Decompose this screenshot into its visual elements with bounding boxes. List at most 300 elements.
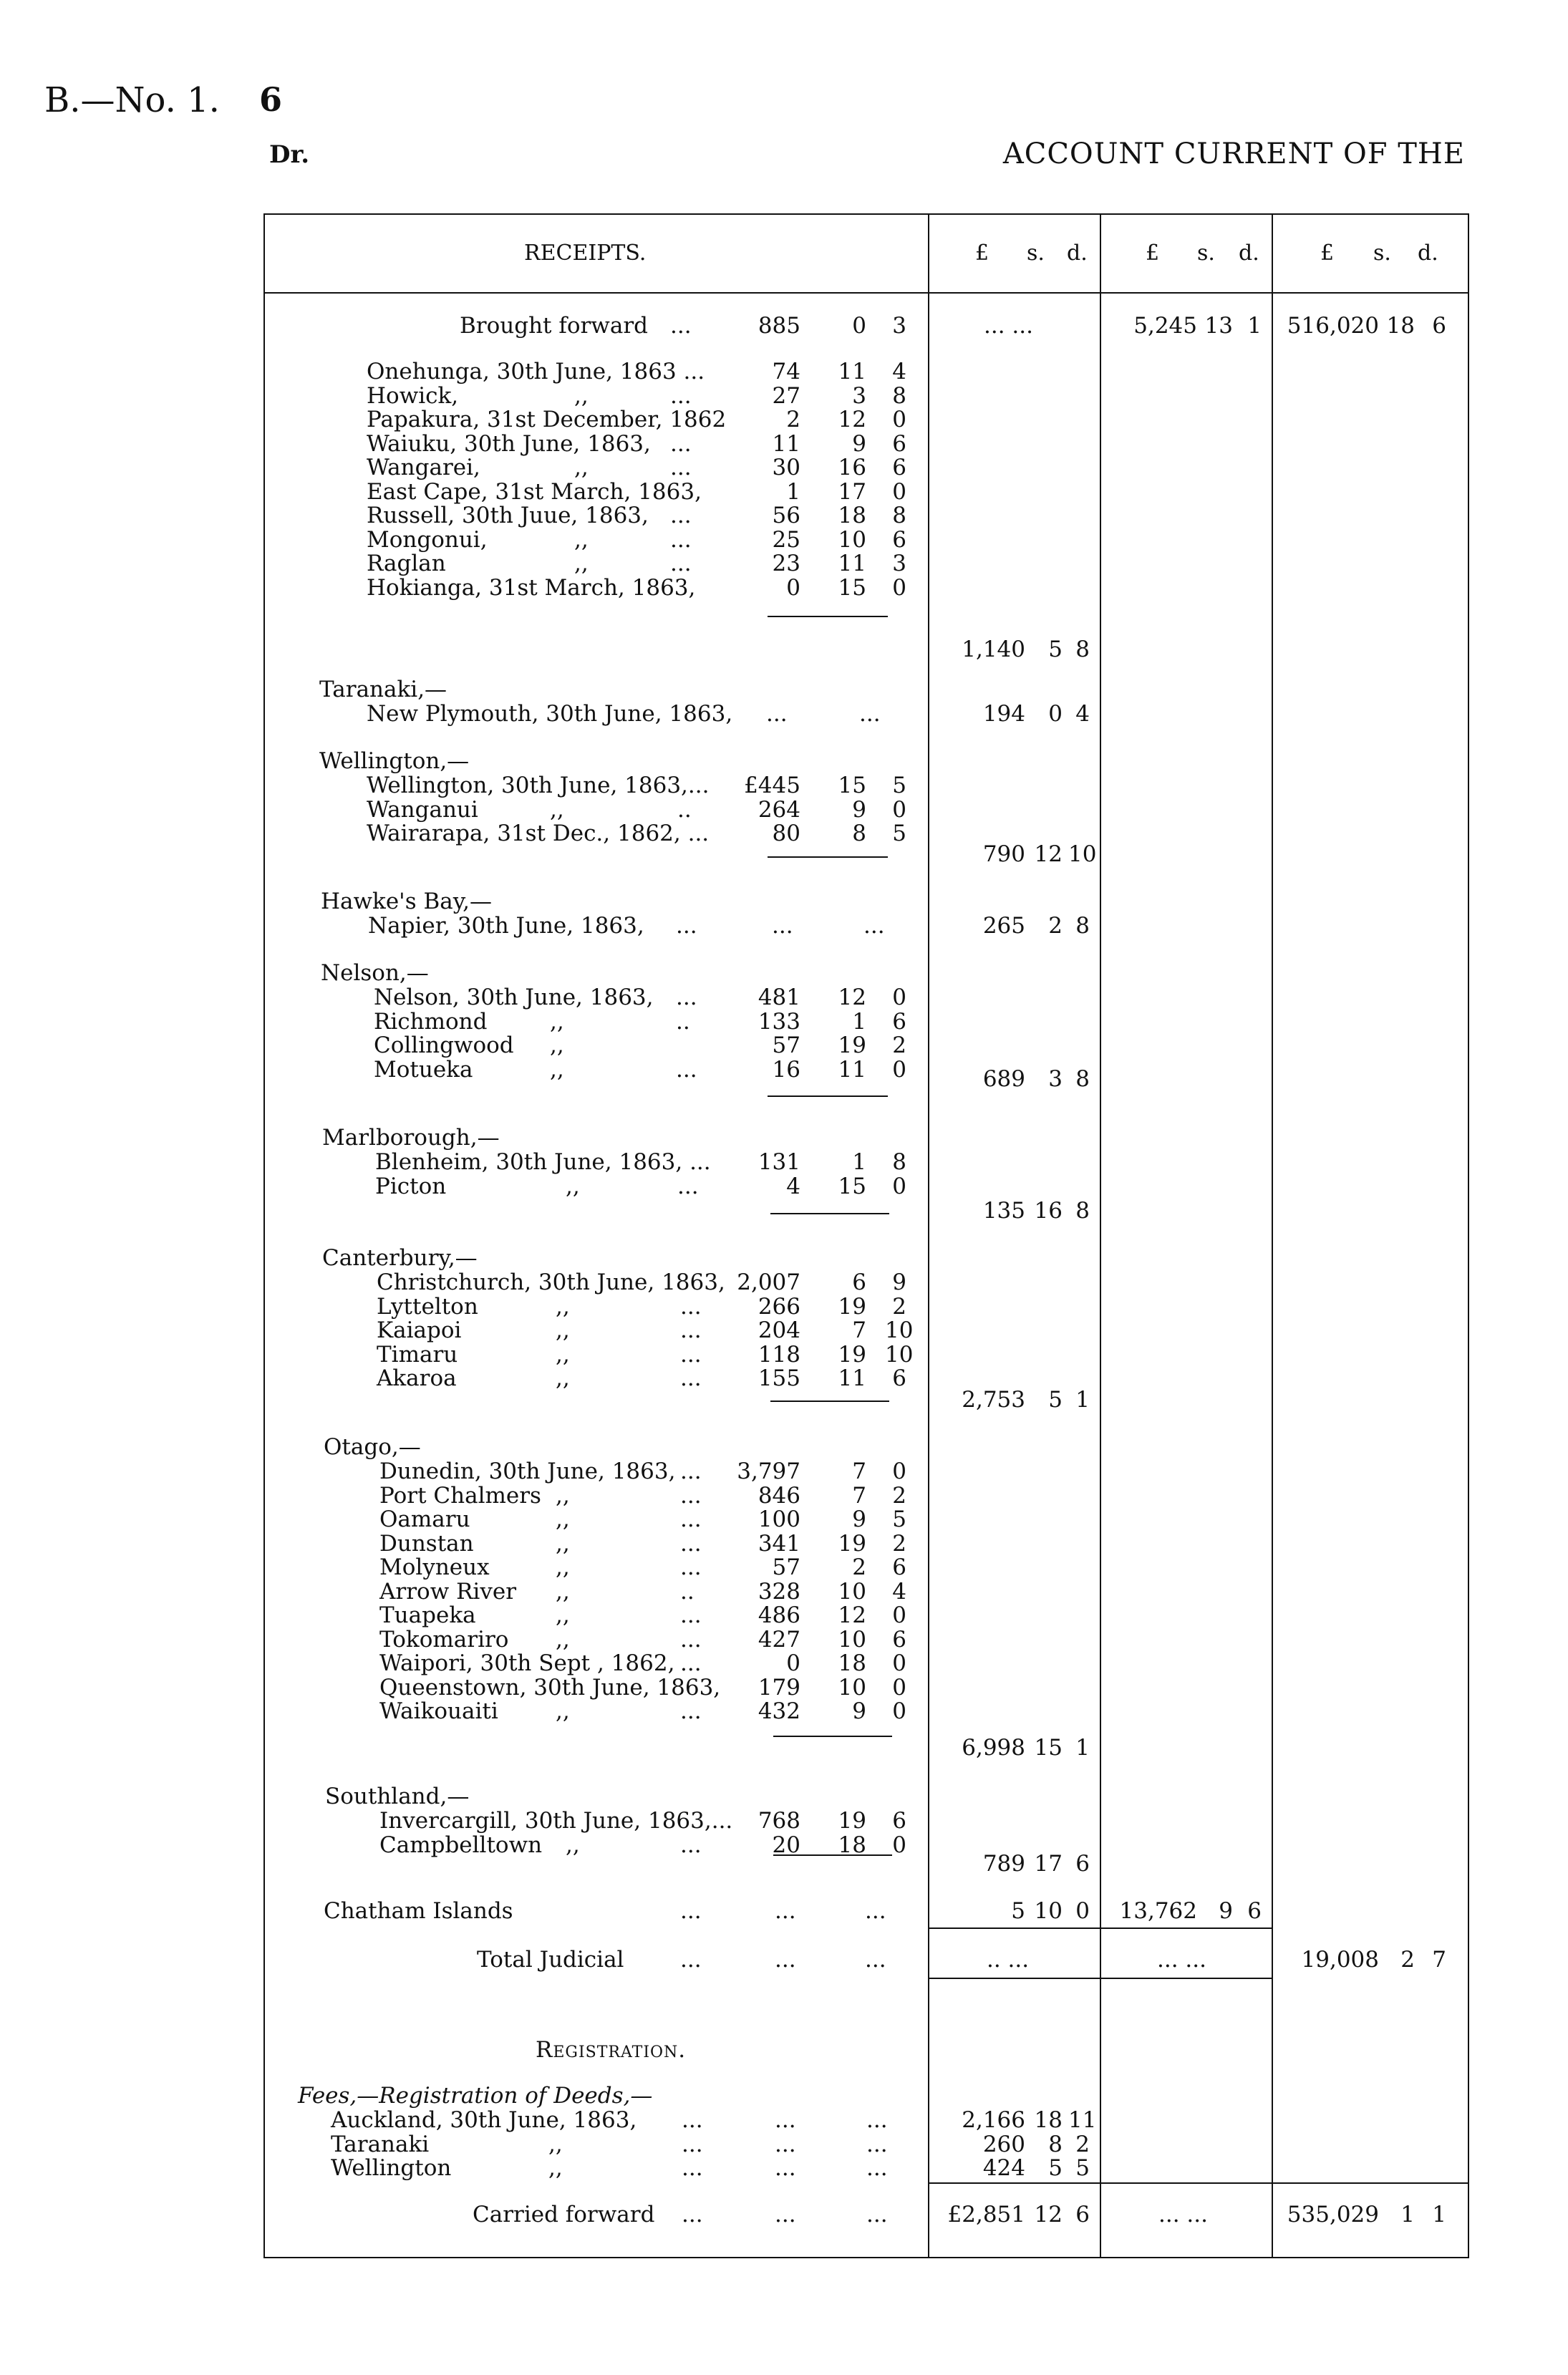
amount-pounds: 2,007 bbox=[737, 1269, 800, 1295]
pounds-header: £ bbox=[1146, 241, 1160, 266]
chatham-col3-shillings: 9 bbox=[1219, 1898, 1233, 1924]
amount-shillings: 19 bbox=[838, 1341, 866, 1368]
amount-shillings: 9 bbox=[852, 430, 866, 457]
amount-pence: 6 bbox=[892, 1008, 906, 1035]
office-label: Collingwood bbox=[374, 1032, 514, 1058]
amount-shillings: 17 bbox=[838, 478, 866, 505]
amount-pounds: 57 bbox=[772, 1554, 800, 1580]
carried-forward-col2-shillings: 12 bbox=[1034, 2202, 1063, 2228]
amount-pence: 8 bbox=[892, 382, 906, 409]
office-label: Oamaru bbox=[379, 1506, 470, 1532]
amount-pounds: 432 bbox=[758, 1698, 800, 1724]
amount-pounds: 328 bbox=[758, 1578, 800, 1605]
office-label: Wangarei, bbox=[367, 455, 480, 480]
amount-pence: 0 bbox=[892, 1056, 906, 1083]
leader-dots: ... bbox=[682, 2155, 703, 2181]
auckland-total-row bbox=[265, 637, 1468, 662]
leader-dots: ... bbox=[775, 1898, 796, 1924]
registration-heading: Registration. bbox=[536, 2037, 687, 2063]
ledger-row bbox=[265, 1459, 1468, 1484]
amount-shillings: 6 bbox=[852, 1269, 866, 1295]
amount-pounds: 155 bbox=[758, 1365, 800, 1391]
ledger-row bbox=[265, 914, 1468, 938]
region-heading-nelson: Nelson,— bbox=[321, 960, 429, 986]
ledger-table bbox=[263, 213, 1469, 2258]
total-judicial-col4-pounds: 19,008 bbox=[1301, 1947, 1379, 1973]
leader-dots: ... bbox=[680, 1506, 702, 1532]
amount-pounds: 80 bbox=[772, 821, 800, 846]
amount-shillings: 19 bbox=[838, 1530, 866, 1557]
southland-total-row bbox=[265, 1852, 1468, 1876]
chatham-col3-pounds: 13,762 bbox=[1119, 1898, 1197, 1924]
otago-total-pounds: 6,998 bbox=[962, 1735, 1025, 1761]
office-label: Onehunga, 30th June, 1863 ... bbox=[367, 359, 705, 384]
amount-pounds: 204 bbox=[758, 1317, 800, 1343]
ditto-mark: ,, bbox=[574, 382, 589, 409]
leader-dots: ... bbox=[866, 2107, 888, 2133]
amount-shillings: 9 bbox=[852, 796, 866, 823]
amount-pence: 0 bbox=[892, 1173, 906, 1199]
amount-pence: 5 bbox=[892, 773, 906, 798]
leader-dots: ... bbox=[670, 313, 692, 339]
judicial-rule bbox=[928, 1927, 1272, 1929]
amount-pence: 6 bbox=[892, 1554, 906, 1580]
ditto-mark: ,, bbox=[556, 1602, 570, 1628]
leader-dots: ... bbox=[680, 1698, 702, 1724]
brought-forward-col3-pounds: 5,245 bbox=[1133, 313, 1197, 339]
amount-pence: 2 bbox=[892, 1293, 906, 1320]
amount-shillings: 18 bbox=[838, 1650, 866, 1676]
amount-pence: 6 bbox=[892, 430, 906, 457]
amount-pounds: 427 bbox=[758, 1626, 800, 1653]
leader-dots: ... bbox=[670, 382, 692, 409]
leader-dots: ... bbox=[859, 701, 881, 727]
amount-shillings: 10 bbox=[838, 1578, 866, 1605]
nelson-total-row bbox=[265, 1067, 1468, 1091]
amount-pence: 0 bbox=[892, 1674, 906, 1701]
amount-pence: 6 bbox=[892, 455, 906, 480]
office-label: Lyttelton bbox=[377, 1293, 478, 1320]
office-label: Tuapeka bbox=[379, 1602, 476, 1628]
canterbury-total-pounds: 2,753 bbox=[962, 1387, 1025, 1413]
carried-forward-col2-pence: 6 bbox=[1075, 2202, 1090, 2228]
taranaki-total-shillings: 0 bbox=[1048, 701, 1063, 727]
amount-pence: 0 bbox=[892, 1650, 906, 1676]
amount-pounds: £445 bbox=[744, 773, 800, 798]
auckland-total-shillings: 5 bbox=[1048, 637, 1063, 662]
wellington-total-pounds: 790 bbox=[982, 841, 1025, 867]
leader-dots: ... bbox=[680, 1530, 702, 1557]
amount-pounds: 260 bbox=[982, 2131, 1025, 2157]
ledger-row bbox=[265, 985, 1468, 1010]
ditto-mark: ,, bbox=[556, 1578, 570, 1605]
ditto-mark: ,, bbox=[548, 2131, 563, 2157]
ledger-row bbox=[265, 384, 1468, 408]
ledger-row bbox=[265, 528, 1468, 552]
amount-pounds: 424 bbox=[982, 2155, 1025, 2181]
total-judicial-row bbox=[265, 1948, 1468, 1972]
ditto-mark: ,, bbox=[574, 551, 589, 576]
ditto-mark: ,, bbox=[556, 1698, 570, 1724]
ditto-mark: ,, bbox=[566, 1173, 580, 1199]
office-label: Molyneux bbox=[379, 1554, 490, 1580]
amount-pence: 10 bbox=[885, 1317, 914, 1343]
ledger-row bbox=[265, 1555, 1468, 1580]
pence-header: d. bbox=[1067, 241, 1088, 266]
amount-pounds: 266 bbox=[758, 1293, 800, 1320]
ledger-row bbox=[265, 1010, 1468, 1034]
office-label: Blenheim, 30th June, 1863, ... bbox=[375, 1149, 711, 1175]
amount-shillings: 9 bbox=[852, 1698, 866, 1724]
ledger-row bbox=[265, 480, 1468, 504]
marlborough-total-shillings: 16 bbox=[1034, 1198, 1063, 1224]
office-label: Waiuku, 30th June, 1863, bbox=[367, 430, 651, 457]
amount-shillings: 18 bbox=[838, 1832, 866, 1858]
southland-total-pounds: 789 bbox=[982, 1851, 1025, 1877]
leader-dots: .. bbox=[680, 1578, 695, 1605]
amount-pounds: 2,166 bbox=[962, 2107, 1025, 2133]
pence-header: d. bbox=[1239, 241, 1259, 266]
ditto-mark: ,, bbox=[556, 1293, 570, 1320]
office-label: Kaiapoi bbox=[377, 1317, 462, 1343]
region-heading-canterbury: Canterbury,— bbox=[322, 1245, 478, 1271]
amount-pounds: 23 bbox=[772, 551, 800, 576]
amount-pounds: 20 bbox=[772, 1832, 800, 1858]
chatham-col3-pence: 6 bbox=[1247, 1898, 1262, 1924]
office-label: Waipori, 30th Sept , 1862, bbox=[379, 1650, 675, 1676]
fees-heading: Fees,—Registration of Deeds,— bbox=[298, 2083, 653, 2109]
amount-pounds: 264 bbox=[758, 796, 800, 823]
leader-dots: ... bbox=[670, 526, 692, 553]
judicial-rule bbox=[928, 1978, 1272, 1979]
carried-rule bbox=[928, 2182, 1468, 2184]
amount-pence: 0 bbox=[892, 1698, 906, 1724]
ledger-row bbox=[265, 1484, 1468, 1508]
leader-dots: ... bbox=[680, 1341, 702, 1368]
leader-dots: ... bbox=[680, 1626, 702, 1653]
region-heading-southland: Southland,— bbox=[325, 1784, 470, 1809]
amount-pounds: 341 bbox=[758, 1530, 800, 1557]
amount-shillings: 2 bbox=[852, 1554, 866, 1580]
amount-shillings: 11 bbox=[838, 1056, 866, 1083]
office-label: Dunstan bbox=[379, 1530, 474, 1557]
office-label: Akaroa bbox=[377, 1365, 457, 1391]
ledger-row bbox=[265, 1318, 1468, 1343]
ledger-row bbox=[265, 551, 1468, 576]
amount-shillings: 5 bbox=[1048, 2155, 1063, 2181]
amount-shillings: 9 bbox=[852, 1506, 866, 1532]
ditto-mark: ,, bbox=[550, 1032, 564, 1058]
ledger-row bbox=[265, 1580, 1468, 1604]
otago-total-pence: 1 bbox=[1075, 1735, 1090, 1761]
debit-marker: Dr. bbox=[269, 140, 310, 169]
ditto-mark: ,, bbox=[556, 1341, 570, 1368]
amount-shillings: 3 bbox=[852, 382, 866, 409]
brought-forward-col3-shillings: 13 bbox=[1204, 313, 1233, 339]
chatham-row bbox=[265, 1899, 1468, 1923]
amount-pence: 0 bbox=[892, 1602, 906, 1628]
leader-dots: .. ... bbox=[987, 1947, 1030, 1973]
ledger-row bbox=[265, 2108, 1468, 2132]
leader-dots: ... ... bbox=[1158, 2202, 1208, 2228]
office-label: New Plymouth, 30th June, 1863, bbox=[367, 701, 733, 727]
ledger-row bbox=[265, 702, 1468, 726]
ledger-row bbox=[265, 1033, 1468, 1058]
canterbury-total-row bbox=[265, 1388, 1468, 1412]
shillings-header: s. bbox=[1027, 241, 1045, 266]
brought-forward-col1-pounds: 885 bbox=[758, 313, 800, 339]
leader-dots: ... bbox=[682, 2131, 703, 2157]
leader-dots: ... bbox=[682, 2202, 703, 2228]
chatham-col2-pence: 0 bbox=[1075, 1898, 1090, 1924]
leader-dots: ... bbox=[866, 2131, 888, 2157]
hawkes-bay-total-pence: 8 bbox=[1075, 913, 1090, 939]
amount-shillings: 19 bbox=[838, 1808, 866, 1834]
carried-forward-row bbox=[265, 2202, 1468, 2227]
office-label: Dunedin, 30th June, 1863, bbox=[379, 1459, 676, 1484]
amount-pence: 0 bbox=[892, 1459, 906, 1484]
region-heading bbox=[265, 749, 1468, 773]
amount-pence: 5 bbox=[892, 1506, 906, 1532]
shillings-header: s. bbox=[1373, 241, 1391, 266]
amount-pounds: 27 bbox=[772, 382, 800, 409]
amount-shillings: 7 bbox=[852, 1459, 866, 1484]
ditto-mark: ,, bbox=[556, 1482, 570, 1509]
office-label: Napier, 30th June, 1863, bbox=[368, 913, 644, 939]
leader-dots: ... bbox=[680, 1602, 702, 1628]
auckland-total-pence: 8 bbox=[1075, 637, 1090, 662]
amount-pounds: 30 bbox=[772, 455, 800, 480]
ledger-row bbox=[265, 576, 1468, 600]
ledger-row bbox=[265, 1809, 1468, 1833]
amount-pounds: 118 bbox=[758, 1341, 800, 1368]
amount-shillings: 11 bbox=[838, 359, 866, 384]
leader-dots: ... bbox=[670, 455, 692, 480]
ledger-row bbox=[265, 1343, 1468, 1367]
region-heading bbox=[265, 889, 1468, 914]
amount-pence: 8 bbox=[892, 1149, 906, 1175]
amount-pounds: 846 bbox=[758, 1482, 800, 1509]
office-label: Tokomariro bbox=[379, 1626, 509, 1653]
southland-total-shillings: 17 bbox=[1034, 1851, 1063, 1877]
amount-shillings: 15 bbox=[838, 1173, 866, 1199]
brought-forward-col4-pounds: 516,020 bbox=[1287, 313, 1379, 339]
office-label: Wairarapa, 31st Dec., 1862, ... bbox=[367, 821, 710, 846]
wellington-total-pence: 10 bbox=[1068, 841, 1097, 867]
leader-dots: ... ... bbox=[984, 313, 1033, 339]
leader-dots: ... bbox=[680, 1482, 702, 1509]
ledger-row bbox=[265, 1675, 1468, 1700]
office-label: Russell, 30th Juue, 1863, bbox=[367, 503, 649, 528]
nelson-total-pence: 8 bbox=[1075, 1066, 1090, 1092]
pounds-header: £ bbox=[1320, 241, 1335, 266]
ledger-row bbox=[265, 2156, 1468, 2180]
carried-forward-col2-pounds: £2,851 bbox=[947, 2202, 1025, 2228]
amount-shillings: 12 bbox=[838, 407, 866, 432]
amount-pounds: 3,797 bbox=[737, 1459, 800, 1484]
office-label: Waikouaiti bbox=[379, 1698, 498, 1724]
wellington-total-shillings: 12 bbox=[1034, 841, 1063, 867]
amount-pounds: 25 bbox=[772, 526, 800, 553]
brought-forward-col1-pence: 3 bbox=[892, 313, 906, 339]
amount-pounds: 57 bbox=[772, 1032, 800, 1058]
total-judicial-col4-shillings: 2 bbox=[1400, 1947, 1415, 1973]
office-label: Picton bbox=[375, 1173, 447, 1199]
leader-dots: .. bbox=[676, 1008, 690, 1035]
amount-pence: 0 bbox=[892, 985, 906, 1010]
amount-shillings: 1 bbox=[852, 1149, 866, 1175]
leader-dots: ... bbox=[866, 2202, 888, 2228]
leader-dots: ... bbox=[866, 2155, 888, 2181]
subtotal-rule bbox=[768, 616, 888, 617]
account-title: ACCOUNT CURRENT OF THE bbox=[1002, 137, 1465, 170]
ledger-row bbox=[265, 1603, 1468, 1627]
region-heading bbox=[265, 961, 1468, 985]
otago-total-shillings: 15 bbox=[1034, 1735, 1063, 1761]
document-reference: B.—No. 1. bbox=[44, 80, 220, 120]
amount-pounds: 2 bbox=[786, 407, 800, 432]
leader-dots: ... bbox=[865, 1947, 886, 1973]
southland-total-pence: 6 bbox=[1075, 1851, 1090, 1877]
amount-pounds: 16 bbox=[772, 1056, 800, 1083]
brought-forward-col4-pence: 6 bbox=[1432, 313, 1446, 339]
leader-dots: ... bbox=[865, 1898, 886, 1924]
amount-shillings: 19 bbox=[838, 1293, 866, 1320]
office-label: Port Chalmers bbox=[379, 1482, 541, 1509]
region-heading bbox=[265, 1126, 1468, 1150]
page-number: 6 bbox=[259, 80, 283, 119]
total-judicial-label: Total Judicial bbox=[477, 1947, 624, 1973]
amount-pence: 6 bbox=[892, 1808, 906, 1834]
amount-shillings: 7 bbox=[852, 1482, 866, 1509]
section-heading bbox=[265, 2038, 1468, 2062]
ditto-mark: ,, bbox=[556, 1626, 570, 1653]
office-label: Hokianga, 31st March, 1863, bbox=[367, 574, 696, 601]
ledger-row bbox=[265, 1532, 1468, 1556]
amount-pence: 0 bbox=[892, 796, 906, 823]
marlborough-total-row bbox=[265, 1199, 1468, 1223]
amount-shillings: 1 bbox=[852, 1008, 866, 1035]
ditto-mark: ,, bbox=[550, 1056, 564, 1083]
office-label: Raglan bbox=[367, 551, 446, 576]
amount-pence: 5 bbox=[892, 821, 906, 846]
ledger-row bbox=[265, 359, 1468, 384]
ledger-row bbox=[265, 1270, 1468, 1295]
ditto-mark: ,, bbox=[548, 2155, 563, 2181]
region-heading-hawkes-bay: Hawke's Bay,— bbox=[321, 889, 492, 914]
leader-dots: ... bbox=[863, 913, 885, 939]
amount-shillings: 11 bbox=[838, 551, 866, 576]
carried-forward-label: Carried forward bbox=[473, 2202, 655, 2228]
leader-dots: ... bbox=[676, 985, 697, 1010]
amount-pence: 0 bbox=[892, 407, 906, 432]
brought-forward-label: Brought forward bbox=[460, 313, 648, 339]
amount-pence: 6 bbox=[892, 1365, 906, 1391]
leader-dots: ... bbox=[676, 1056, 697, 1083]
amount-pounds: 0 bbox=[786, 574, 800, 601]
region-heading bbox=[265, 677, 1468, 702]
leader-dots: ... bbox=[772, 913, 793, 939]
ditto-mark: ,, bbox=[574, 526, 589, 553]
ledger-row bbox=[265, 2132, 1468, 2157]
amount-shillings: 12 bbox=[838, 1602, 866, 1628]
ledger-row bbox=[265, 432, 1468, 456]
amount-pounds: 131 bbox=[758, 1149, 800, 1175]
region-heading-wellington: Wellington,— bbox=[319, 748, 470, 774]
amount-shillings: 8 bbox=[852, 821, 866, 846]
carried-forward-col4-pounds: 535,029 bbox=[1287, 2202, 1379, 2228]
leader-dots: ... bbox=[677, 1173, 699, 1199]
amount-pence: 6 bbox=[892, 1626, 906, 1653]
amount-pence: 3 bbox=[892, 551, 906, 576]
leader-dots: ... bbox=[680, 1554, 702, 1580]
amount-pounds: 179 bbox=[758, 1674, 800, 1701]
amount-pounds: 74 bbox=[772, 359, 800, 384]
amount-shillings: 12 bbox=[838, 985, 866, 1010]
amount-pounds: 0 bbox=[786, 1650, 800, 1676]
amount-shillings: 8 bbox=[1048, 2131, 1063, 2157]
amount-pounds: 4 bbox=[786, 1173, 800, 1199]
amount-pence: 11 bbox=[1068, 2107, 1097, 2133]
chatham-col2-pounds: 5 bbox=[1011, 1898, 1025, 1924]
amount-pence: 5 bbox=[1075, 2155, 1090, 2181]
leader-dots: ... bbox=[680, 1365, 702, 1391]
region-heading bbox=[265, 1246, 1468, 1270]
shillings-header: s. bbox=[1197, 241, 1215, 266]
ledger-row bbox=[265, 1295, 1468, 1319]
amount-pounds: 768 bbox=[758, 1808, 800, 1834]
taranaki-total-pence: 4 bbox=[1075, 701, 1090, 727]
fees-heading-row bbox=[265, 2084, 1468, 2108]
amount-shillings: 10 bbox=[838, 1626, 866, 1653]
office-label: Wellington, 30th June, 1863,... bbox=[367, 773, 710, 798]
hawkes-bay-total-shillings: 2 bbox=[1048, 913, 1063, 939]
office-label: Taranaki bbox=[331, 2131, 430, 2157]
taranaki-total-pounds: 194 bbox=[982, 701, 1025, 727]
canterbury-total-pence: 1 bbox=[1075, 1387, 1090, 1413]
leader-dots: ... bbox=[682, 2107, 703, 2133]
ditto-mark: ,, bbox=[556, 1554, 570, 1580]
office-label: Christchurch, 30th June, 1863, bbox=[377, 1269, 725, 1295]
ditto-mark: ,, bbox=[574, 455, 589, 480]
brought-forward-col4-shillings: 18 bbox=[1386, 313, 1415, 339]
ledger-row bbox=[265, 1174, 1468, 1199]
leader-dots: ... bbox=[680, 1650, 702, 1676]
leader-dots: .. bbox=[677, 796, 692, 823]
leader-dots: ... bbox=[680, 1293, 702, 1320]
amount-pence: 0 bbox=[892, 574, 906, 601]
ledger-row bbox=[265, 773, 1468, 798]
ledger-row bbox=[265, 1366, 1468, 1390]
otago-total-row bbox=[265, 1736, 1468, 1760]
wellington-total-row bbox=[265, 842, 1468, 866]
region-heading bbox=[265, 1435, 1468, 1459]
amount-shillings: 15 bbox=[838, 773, 866, 798]
receipts-column-header: RECEIPTS. bbox=[524, 241, 647, 266]
office-label: Campbelltown bbox=[379, 1832, 543, 1858]
subtotal-rule bbox=[768, 1095, 888, 1097]
region-heading-taranaki: Taranaki,— bbox=[319, 677, 447, 702]
office-label: Invercargill, 30th June, 1863,... bbox=[379, 1808, 733, 1834]
amount-pence: 8 bbox=[892, 503, 906, 528]
office-label: Chatham Islands bbox=[324, 1898, 513, 1924]
amount-shillings: 18 bbox=[1034, 2107, 1063, 2133]
ledger-row bbox=[265, 1651, 1468, 1675]
amount-pence: 2 bbox=[892, 1032, 906, 1058]
ledger-row bbox=[265, 407, 1468, 432]
pounds-header: £ bbox=[975, 241, 989, 266]
carried-forward-col4-shillings: 1 bbox=[1400, 2202, 1415, 2228]
